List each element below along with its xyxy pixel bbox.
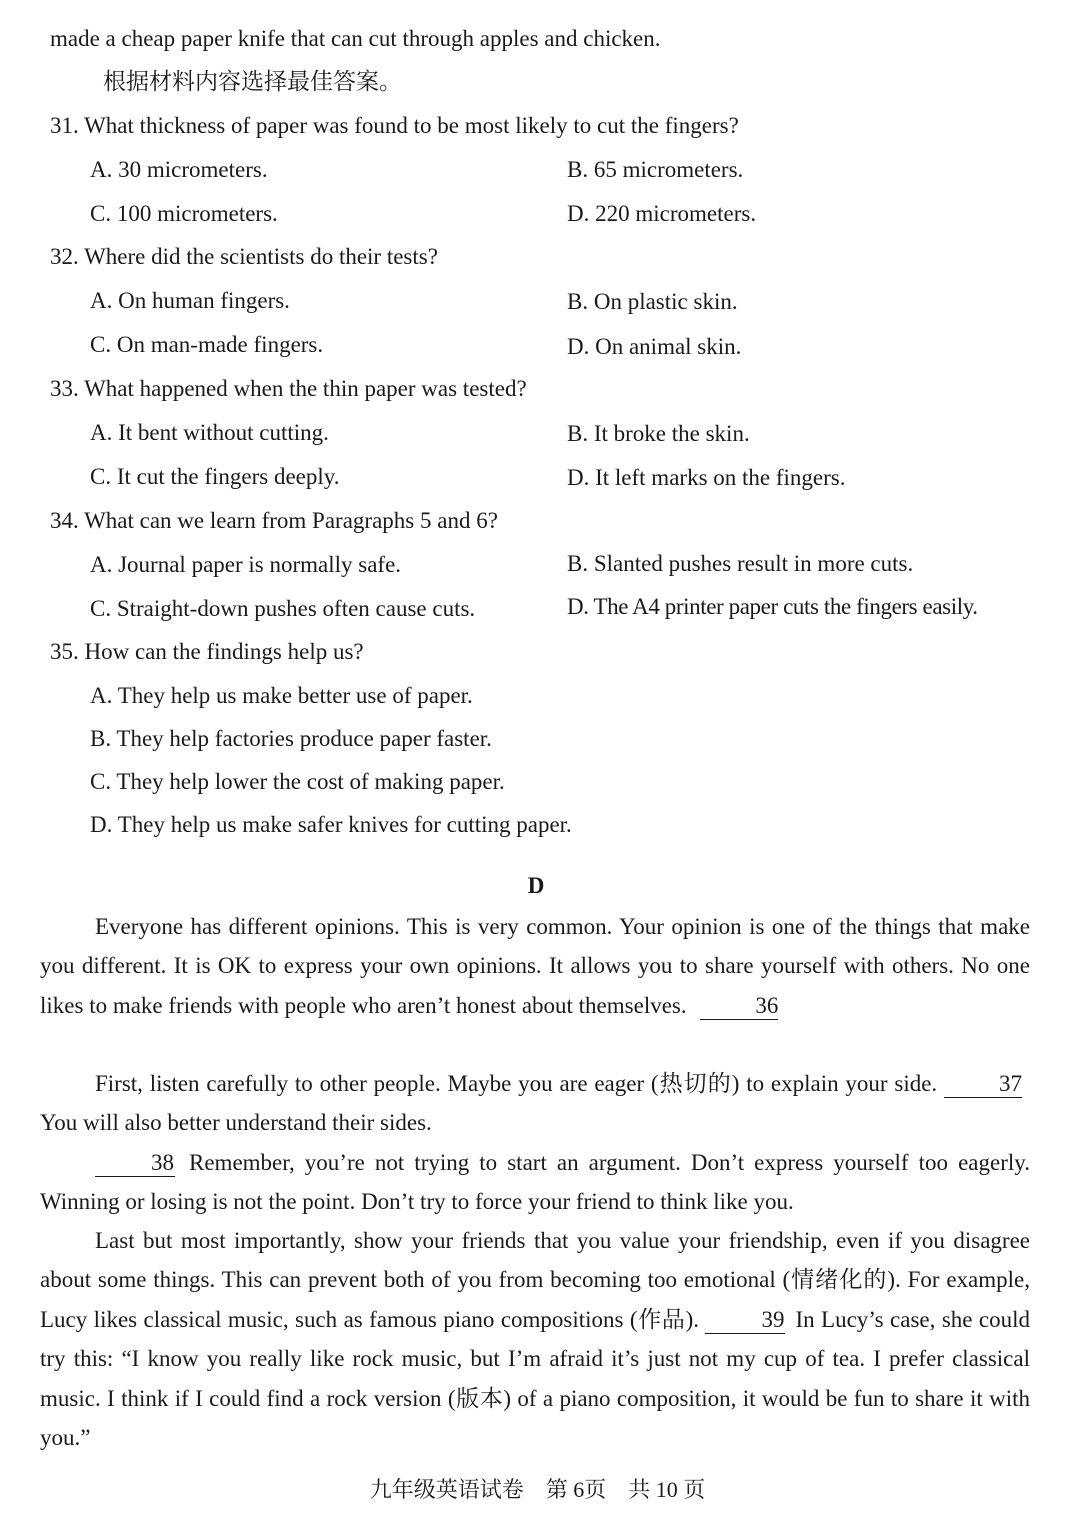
question-34-option-a[interactable]: A. Journal paper is normally safe. <box>90 552 402 577</box>
question-34-option-d[interactable]: D. The A4 printer paper cuts the fingers easily. <box>567 594 978 619</box>
question-33-option-c[interactable]: C. It cut the fingers deeply. <box>90 464 340 489</box>
question-31-option-b[interactable]: B. 65 micrometers. <box>567 157 744 182</box>
page-footer: 九年级英语试卷 第 6页 共 10 页 <box>369 1477 706 1502</box>
question-31-option-a[interactable]: A. 30 micrometers. <box>90 157 268 182</box>
paragraph-1-text: Everyone has different opinions. This is very common. Your opinion is one of the things that make you different. It is OK to express your own opinions. It allows you to share yourself with others. No one likes to make friends with people who aren’t honest about themselves. <box>40 914 1030 1018</box>
paragraph-2-text-a: First, listen carefully to other people. Maybe you are eager (热切的) to explain your side. <box>95 1071 938 1096</box>
blank-38[interactable]: 38 <box>95 1150 175 1177</box>
question-35-option-d[interactable]: D. They help us make safer knives for cutting paper. <box>90 812 572 837</box>
blank-39[interactable]: 39 <box>705 1307 785 1334</box>
section-d-heading: D <box>527 873 545 898</box>
question-32-option-d[interactable]: D. On animal skin. <box>567 334 742 359</box>
instruction-text: 根据材料内容选择最佳答案。 <box>103 69 402 94</box>
question-32-stem: 32. Where did the scientists do their tests? <box>50 244 438 269</box>
question-35-option-b[interactable]: B. They help factories produce paper faster. <box>90 726 492 751</box>
question-34-option-c[interactable]: C. Straight-down pushes often cause cuts. <box>90 596 476 621</box>
section-d-paragraph-1 <box>40 907 1030 1025</box>
question-35-option-c[interactable]: C. They help lower the cost of making paper. <box>90 769 505 794</box>
paragraph-4-text-a: Last but most importantly, show your friends that you value your friendship, even if you disagree about some things. This can prevent both of you from becoming too emotional (情绪化的). For example, Lucy likes classical music, such as famous piano compositions (作品). <box>40 1228 1030 1332</box>
question-33-stem: 33. What happened when the thin paper was tested? <box>50 376 527 401</box>
section-d-paragraph-4 <box>40 1221 1030 1457</box>
paragraph-2-text-b: You will also better understand their sides. <box>40 1110 432 1136</box>
question-33-option-b[interactable]: B. It broke the skin. <box>567 421 750 446</box>
question-34-option-b[interactable]: B. Slanted pushes result in more cuts. <box>567 551 914 576</box>
section-d-paragraph-2 <box>40 1064 1030 1143</box>
passage-carry-line: made a cheap paper knife that can cut through apples and chicken. <box>50 26 661 51</box>
question-33-option-d[interactable]: D. It left marks on the fingers. <box>567 465 846 490</box>
question-35-option-a[interactable]: A. They help us make better use of paper. <box>90 683 473 708</box>
question-32-option-b[interactable]: B. On plastic skin. <box>567 289 738 314</box>
question-31-option-c[interactable]: C. 100 micrometers. <box>90 201 278 226</box>
paragraph-3-text: Remember, you’re not trying to start an argument. Don’t express yourself too eagerly. Winning or losing is not the point. Don’t try to force your friend to think like you. <box>40 1150 1030 1215</box>
section-d-paragraph-3 <box>40 1143 1030 1222</box>
question-31-stem: 31. What thickness of paper was found to be most likely to cut the fingers? <box>50 113 739 138</box>
question-31-option-d[interactable]: D. 220 micrometers. <box>567 201 757 226</box>
blank-37[interactable]: 37 <box>944 1071 1022 1098</box>
question-32-option-a[interactable]: A. On human fingers. <box>90 288 290 313</box>
blank-36[interactable]: 36 <box>700 993 778 1020</box>
question-33-option-a[interactable]: A. It bent without cutting. <box>90 420 329 445</box>
paragraph-4-text-b: In Lucy’s case, she could try this: “I know you really like rock music, but I’m afraid it’s just not my cup of tea. I prefer classical music. I think if I could find a rock version (版本) of a piano composition, it would be fun to share it with you.” <box>40 1306 1030 1451</box>
question-34-stem: 34. What can we learn from Paragraphs 5 and 6? <box>50 508 498 533</box>
question-35-stem: 35. How can the findings help us? <box>50 639 364 664</box>
question-32-option-c[interactable]: C. On man-made fingers. <box>90 332 324 357</box>
